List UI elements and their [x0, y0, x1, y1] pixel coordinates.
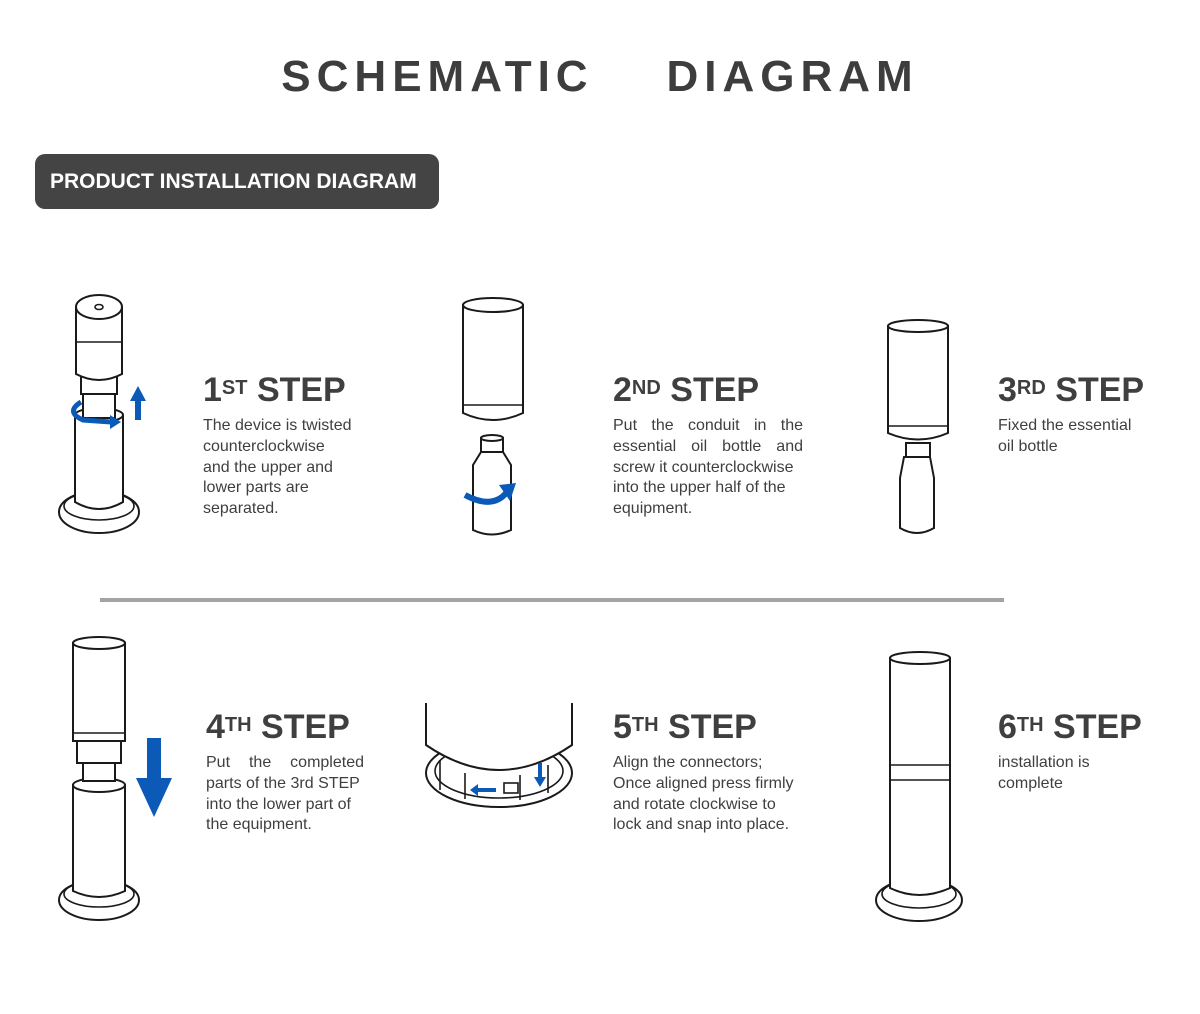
up-arrow-icon [130, 386, 146, 420]
section-banner: PRODUCT INSTALLATION DIAGRAM [35, 154, 439, 209]
row-divider [100, 598, 1004, 602]
step-description: Put the completed parts of the 3rd STEP into the lower part of the equipment. [206, 754, 364, 834]
step-description: Put the conduit in the essential oil bottle and screw it counterclockwise into the upper half of the equipment. [613, 417, 803, 518]
step-description: The device is twisted counterclockwise and the upper and lower parts are separated. [203, 417, 352, 518]
step-heading: 6TH STEP [998, 708, 1142, 746]
step-3 [998, 372, 1168, 458]
step-heading: 2ND STEP [613, 371, 760, 409]
step-description: Fixed the essential oil bottle [998, 417, 1132, 455]
step-2 [613, 372, 803, 520]
bottle-screw-illustration [455, 295, 530, 540]
device-separated-illustration [55, 290, 165, 540]
connector-align-illustration [420, 695, 580, 820]
step-heading: 3RD STEP [998, 371, 1145, 409]
device-complete-illustration [872, 650, 967, 925]
step-description: Align the connectors; Once aligned press firmly and rotate clockwise to lock and snap into place. [613, 754, 794, 834]
step-heading: 5TH STEP [613, 708, 757, 746]
step-4 [206, 709, 364, 836]
bottle-fixed-illustration [880, 318, 955, 538]
down-arrow-icon [136, 738, 172, 817]
device-insert-illustration [55, 635, 180, 925]
step-1 [203, 372, 363, 520]
step-heading: 4TH STEP [206, 708, 350, 746]
step-6 [998, 709, 1168, 795]
page-title: SCHEMATIC DIAGRAM [281, 52, 919, 101]
step-5 [613, 709, 813, 836]
step-heading: 1ST STEP [203, 371, 346, 409]
step-description: installation is complete [998, 754, 1090, 792]
